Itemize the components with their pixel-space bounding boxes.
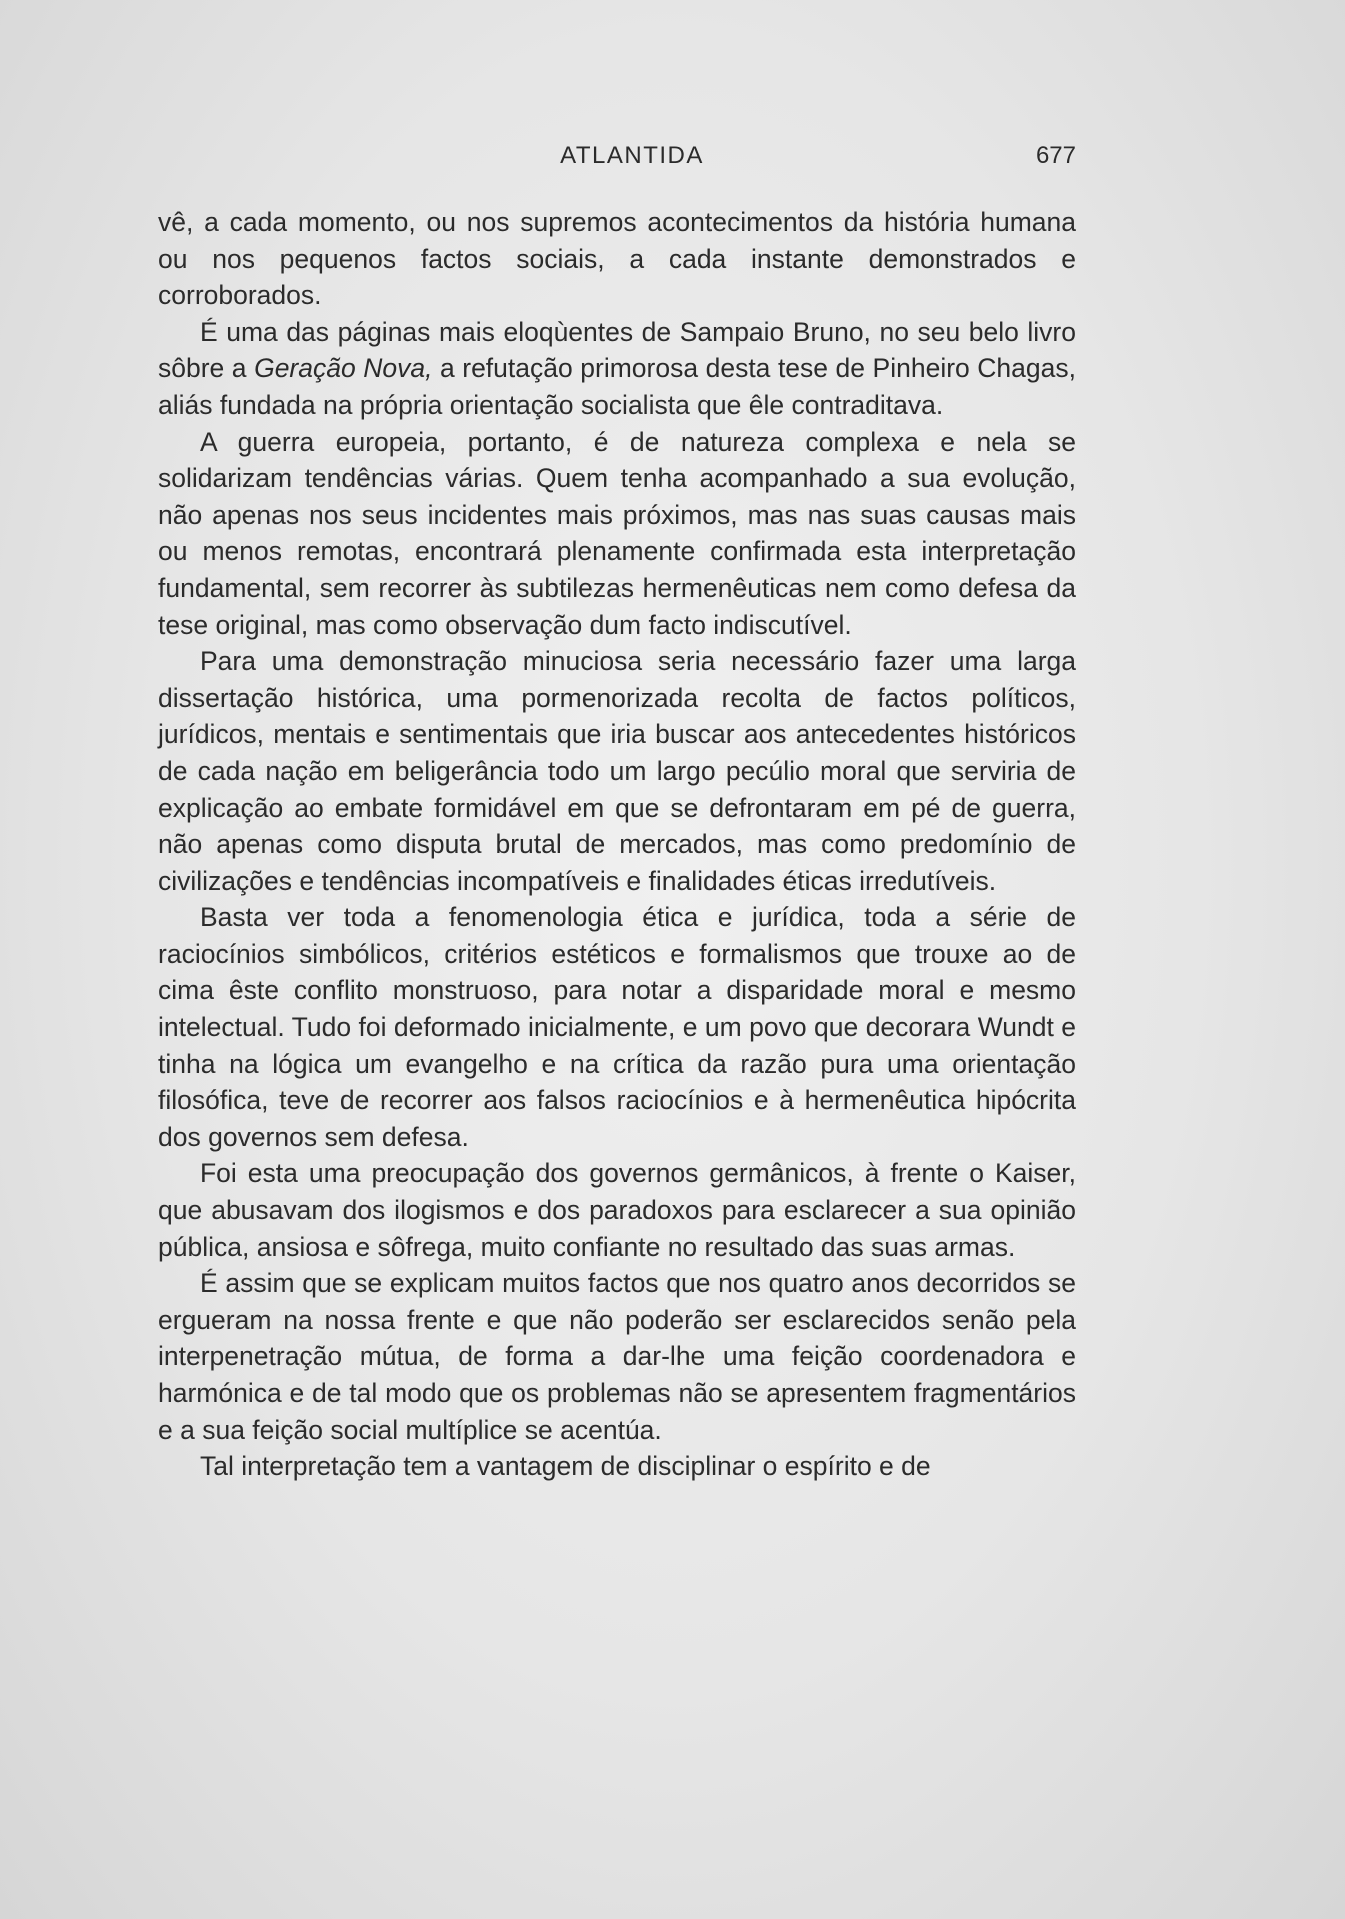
running-head xyxy=(158,142,1076,178)
book-title-italic: Geração Nova, xyxy=(254,353,433,384)
paragraph: A guerra europeia, portanto, é de natureza complexa e nela se solidarizam tendências várias. Quem tenha acompanhado a sua evolução, não apenas nos seus incidentes mais próximos, mas nas suas causas mais ou menos remotas, encontrará plenamente confirmada esta interpretação fundamental, sem recorrer às subtilezas hermenêuticas nem como defesa da tese original, mas como observação dum facto indiscutível. xyxy=(158,426,1076,640)
paragraph xyxy=(158,314,1076,424)
running-title: ATLANTIDA xyxy=(560,142,704,169)
paragraph-last: Tal interpretação tem a vantagem de disciplinar o espírito e de xyxy=(200,1451,931,1482)
paragraph: Basta ver toda a fenomenologia ética e jurídica, toda a série de raciocínios simbólicos, critérios estéticos e formalismos que trouxe ao de cima êste conflito monstruoso, para notar a disparidade moral e mesmo intelectual. Tudo foi deformado inicialmente, e um povo que decorara Wundt e tinha na lógica um evangelho e na crítica da razão pura uma orientação filosófica, teve de recorrer aos falsos raciocínios e à hermenêutica hipócrita dos governos sem defesa. xyxy=(158,902,1076,1152)
paragraph: Para uma demonstração minuciosa seria necessário fazer uma larga dissertação histórica, uma pormenorizada recolta de factos políticos, jurídicos, mentais e sentimentais que iria buscar aos antecedentes históricos de cada nação em beligerância todo um largo pecúlio moral que serviria de explicação ao embate formidável em que se defrontaram em pé de guerra, não apenas como disputa brutal de mercados, mas como predomínio de civilizações e tendências incompatíveis e finalidades éticas irredutíveis. xyxy=(158,646,1076,896)
body-text xyxy=(158,204,1076,1485)
text-block xyxy=(158,142,1076,1485)
paragraph-text: É uma das páginas mais eloqùentes de Sampaio Bruno, no seu belo livro sôbre a xyxy=(158,316,1076,384)
paragraph: É assim que se explicam muitos factos que nos quatro anos decorridos se ergueram na nossa frente e que não poderão ser esclarecidos senão pela interpenetração mútua, de forma a dar-lhe uma feição coordenadora e harmónica e de tal modo que os problemas não se apresentem fragmentários e a sua feição social multíplice se acentúa. xyxy=(158,1268,1076,1445)
paragraph: Foi esta uma preocupação dos governos germânicos, à frente o Kaiser, que abusavam dos ilogismos e dos paradoxos para esclarecer a sua opinião pública, ansiosa e sôfrega, muito confiante no resultado das suas armas. xyxy=(158,1158,1076,1262)
page-number: 677 xyxy=(1035,142,1076,169)
paragraph-continued: vê, a cada momento, ou nos supremos acontecimentos da história humana ou nos pequenos factos sociais, a cada instante demonstrados e corroborados. xyxy=(158,207,1076,311)
paragraph-text: a refutação primorosa desta tese de Pinheiro Chagas, aliás fundada na própria orientação socialista que êle contraditava. xyxy=(158,353,1076,420)
